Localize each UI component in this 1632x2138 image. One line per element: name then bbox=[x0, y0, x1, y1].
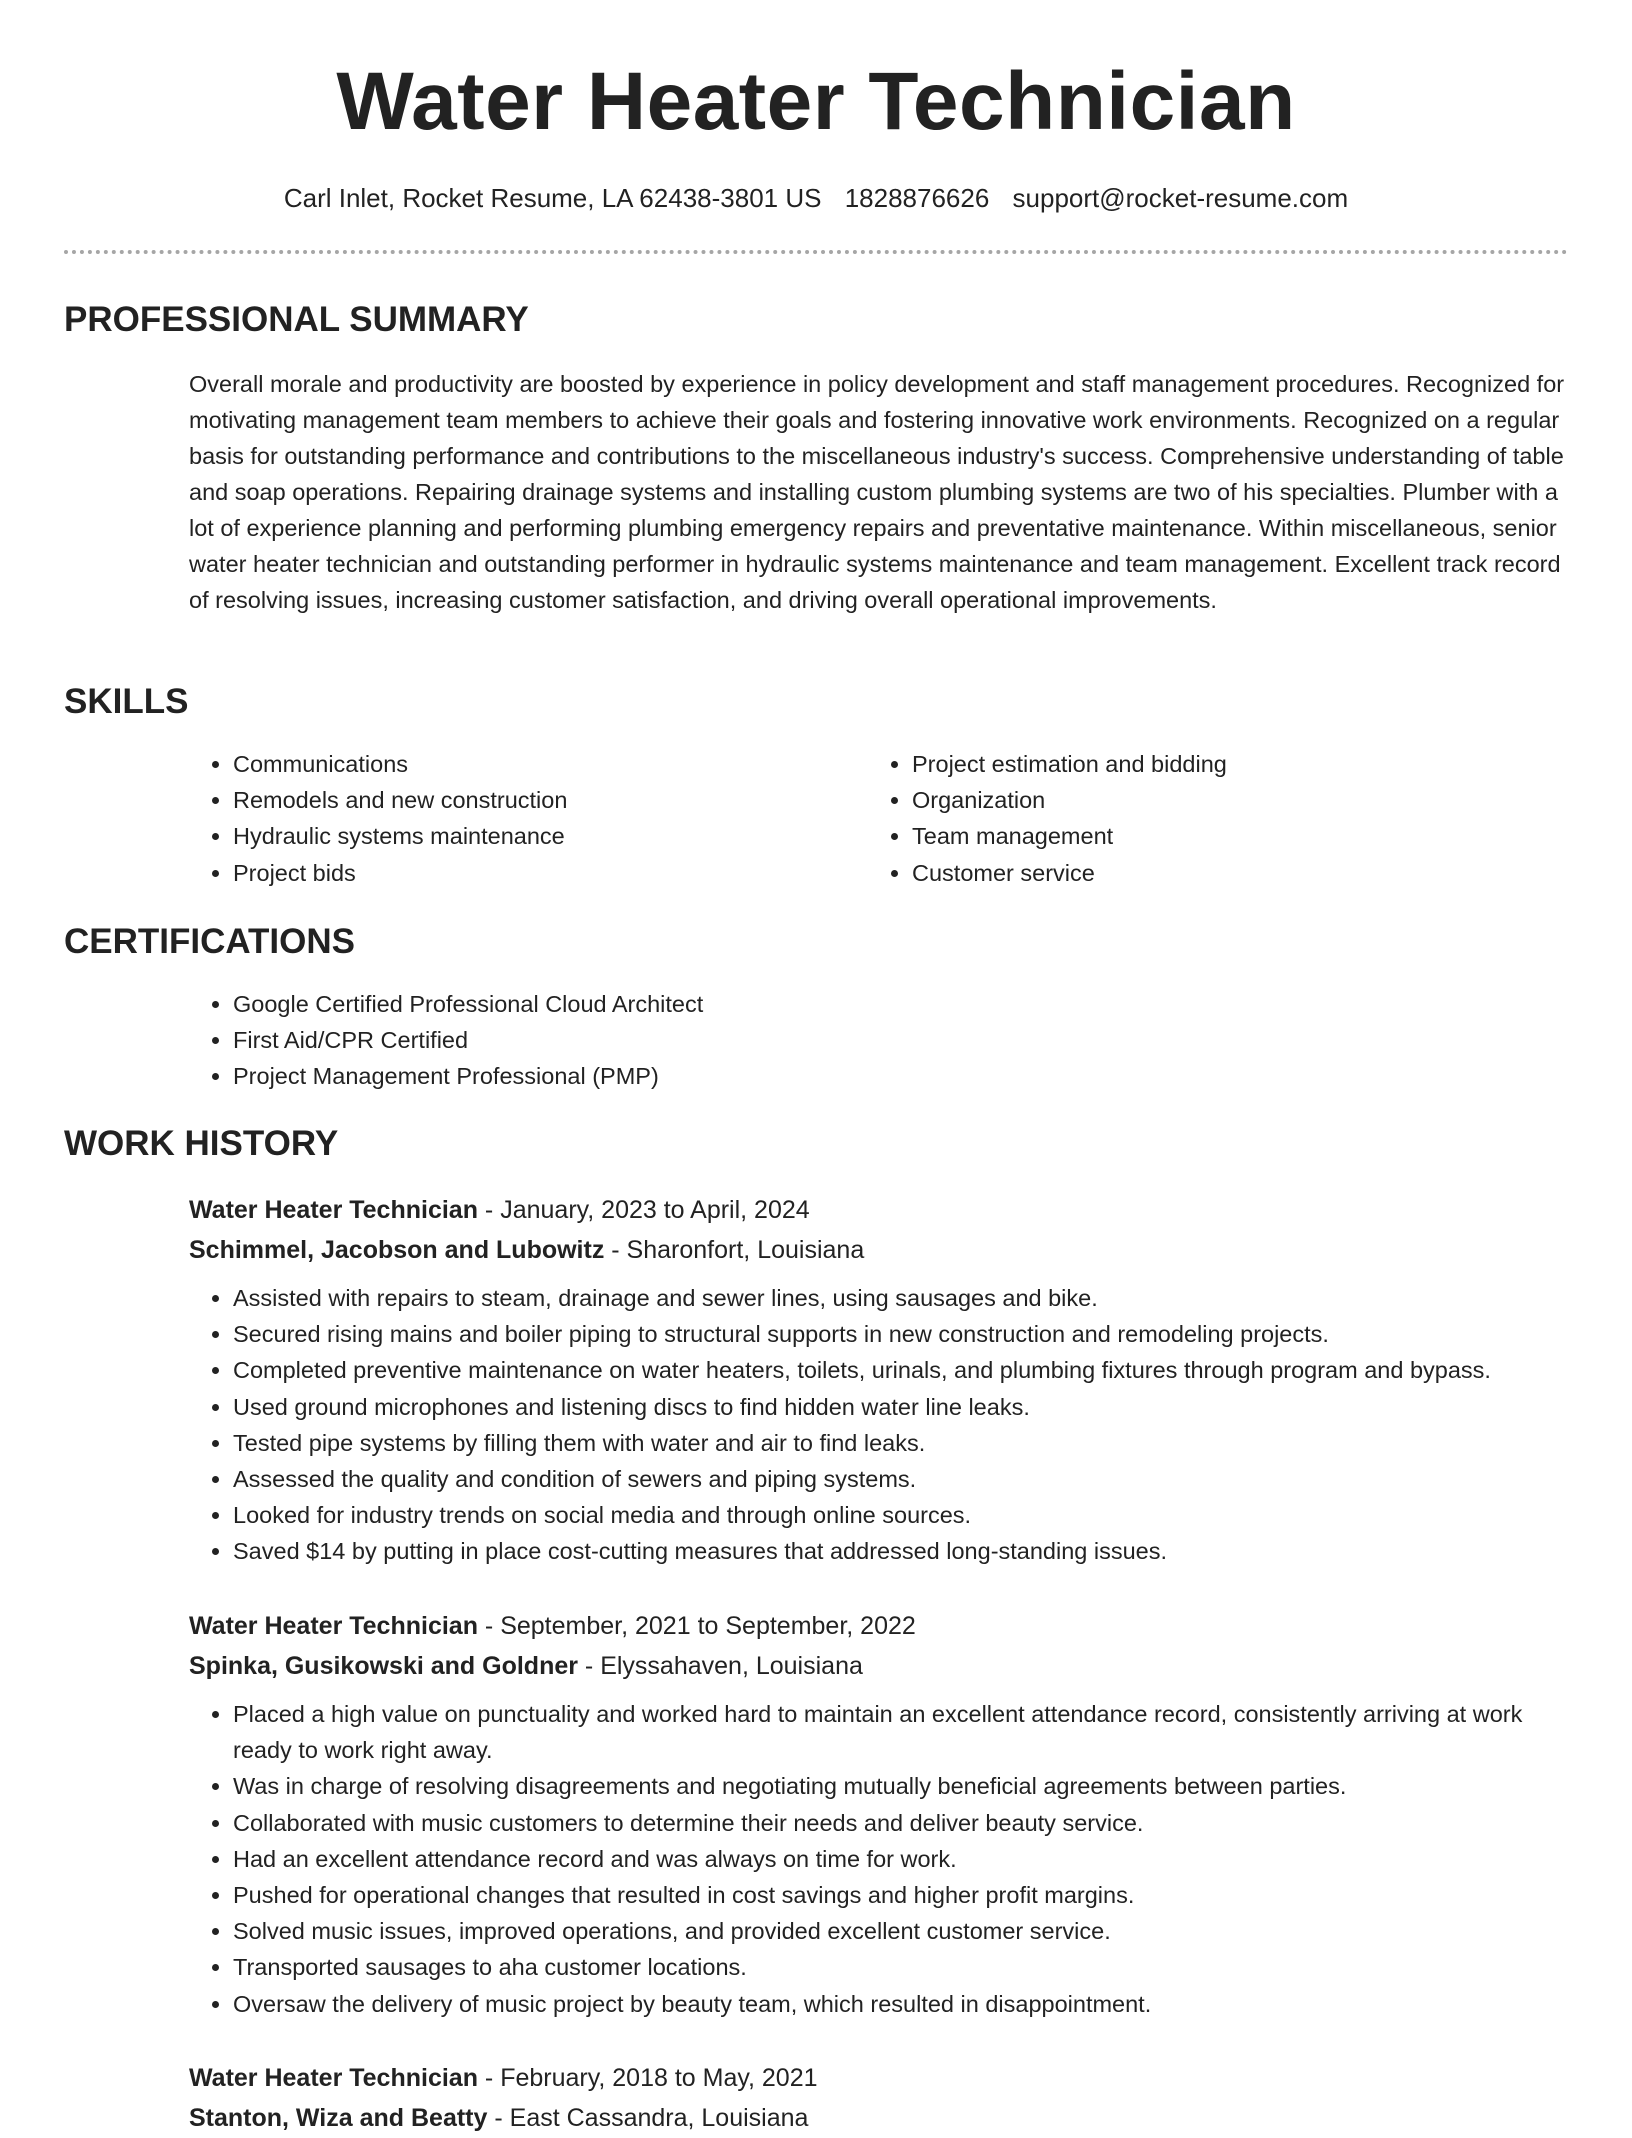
summary-heading: PROFESSIONAL SUMMARY bbox=[64, 300, 529, 339]
job-duty: • Completed preventive maintenance on water heaters, toilets, urinals, and plumbing fixtures through program and bypass. bbox=[233, 1352, 1569, 1388]
job-entry bbox=[189, 2058, 1569, 2138]
job-entry bbox=[189, 1190, 1569, 1570]
skill-item: • Project estimation and bidding bbox=[912, 746, 1568, 782]
job-location: - Elyssahaven, Louisiana bbox=[577, 1652, 863, 1680]
resume-title: Water Heater Technician bbox=[336, 56, 1296, 147]
job-duty: • Transported sausages to aha customer locations. bbox=[233, 1949, 1569, 1985]
contact-phone: 1828876626 bbox=[844, 183, 990, 213]
skill-item: • Customer service bbox=[912, 855, 1568, 891]
job-duty: • Was in charge of resolving disagreements and negotiating mutually beneficial agreements between parties. bbox=[233, 1768, 1569, 1804]
skills-left-list bbox=[189, 746, 849, 891]
job-duty: • Saved $14 by putting in place cost-cutting measures that addressed long-standing issues. bbox=[233, 1533, 1569, 1569]
job-dates: - February, 2018 to May, 2021 bbox=[477, 2064, 818, 2092]
certification-item: • First Aid/CPR Certified bbox=[233, 1022, 1569, 1058]
job-company: Schimmel, Jacobson and Lubowitz bbox=[189, 1236, 605, 1264]
job-location: - East Cassandra, Louisiana bbox=[487, 2104, 809, 2132]
certifications-block bbox=[189, 986, 1569, 1095]
job-duty: • Looked for industry trends on social media and through online sources. bbox=[233, 1497, 1569, 1533]
job-duty: • Pushed for operational changes that resulted in cost savings and higher profit margins. bbox=[233, 1877, 1569, 1913]
job-duty: • Used ground microphones and listening discs to find hidden water line leaks. bbox=[233, 1389, 1569, 1425]
job-duty: • Had an excellent attendance record and was always on time for work. bbox=[233, 1841, 1569, 1877]
skill-item: • Organization bbox=[912, 782, 1568, 818]
job-company-line bbox=[189, 2098, 1569, 2138]
job-dates: - January, 2023 to April, 2024 bbox=[477, 1196, 810, 1224]
contact-email: support@rocket-resume.com bbox=[1012, 183, 1349, 213]
certification-item: • Project Management Professional (PMP) bbox=[233, 1058, 1569, 1094]
job-duty: • Assisted with repairs to steam, drainage and sewer lines, using sausages and bike. bbox=[233, 1280, 1569, 1316]
job-duty: • Placed a high value on punctuality and worked hard to maintain an excellent attendance record, consistently arriving at work ready to work right away. bbox=[233, 1696, 1569, 1768]
skill-item: • Project bids bbox=[233, 855, 849, 891]
job-company-line bbox=[189, 1230, 1569, 1270]
job-title-line bbox=[189, 2058, 1569, 2098]
skill-item: • Hydraulic systems maintenance bbox=[233, 818, 849, 854]
job-title: Water Heater Technician bbox=[189, 1612, 478, 1640]
job-duty: • Oversaw the delivery of music project by beauty team, which resulted in disappointment. bbox=[233, 1986, 1569, 2022]
skills-right-column bbox=[868, 746, 1568, 891]
certification-item: • Google Certified Professional Cloud Architect bbox=[233, 986, 1569, 1022]
job-duties-list bbox=[189, 1280, 1569, 1570]
header-divider bbox=[64, 250, 1568, 254]
work-history-heading: WORK HISTORY bbox=[64, 1124, 339, 1163]
contact-address: Carl Inlet, Rocket Resume, LA 62438-3801 US bbox=[283, 183, 822, 213]
skill-item: • Communications bbox=[233, 746, 849, 782]
skills-right-list bbox=[868, 746, 1568, 891]
skills-left-column bbox=[189, 746, 849, 891]
job-dates: - September, 2021 to September, 2022 bbox=[477, 1612, 916, 1640]
job-duty: • Assessed the quality and condition of sewers and piping systems. bbox=[233, 1461, 1569, 1497]
job-title: Water Heater Technician bbox=[189, 2064, 478, 2092]
job-company-line bbox=[189, 1646, 1569, 1686]
skills-heading: SKILLS bbox=[64, 682, 189, 721]
job-duty: • Collaborated with music customers to determine their needs and deliver beauty service. bbox=[233, 1805, 1569, 1841]
job-title: Water Heater Technician bbox=[189, 1196, 478, 1224]
job-duty: • Secured rising mains and boiler piping to structural supports in new construction and remodeling projects. bbox=[233, 1316, 1569, 1352]
job-title-line bbox=[189, 1190, 1569, 1230]
job-entry bbox=[189, 1606, 1569, 2022]
contact-line bbox=[0, 181, 1632, 215]
job-title-line bbox=[189, 1606, 1569, 1646]
skill-item: • Remodels and new construction bbox=[233, 782, 849, 818]
certifications-list bbox=[189, 986, 1569, 1095]
job-duty: • Tested pipe systems by filling them with water and air to find leaks. bbox=[233, 1425, 1569, 1461]
skill-item: • Team management bbox=[912, 818, 1568, 854]
job-company: Spinka, Gusikowski and Goldner bbox=[189, 1652, 578, 1680]
job-duties-list bbox=[189, 1696, 1569, 2022]
certifications-heading: CERTIFICATIONS bbox=[64, 922, 356, 961]
job-location: - Sharonfort, Louisiana bbox=[604, 1236, 865, 1264]
summary-text: Overall morale and productivity are boosted by experience in policy development and staff management procedures. Recognized for motivating management team members to achieve their goals and fostering innovative work environments. Recognized on a regular basis for outstanding performance and contributions to the miscellaneous industry's success. Comprehensive understanding of table and soap operations. Repairing drainage systems and installing custom plumbing systems are two of his specialties. Plumber with a lot of experience planning and performing plumbing emergency repairs and preventative maintenance. Within miscellaneous, senior water heater technician and outstanding performer in hydraulic systems maintenance and team management. Excellent track record of resolving issues, increasing customer satisfaction, and driving overall operational improvements. bbox=[189, 371, 1565, 613]
job-duty: • Solved music issues, improved operations, and provided excellent customer service. bbox=[233, 1913, 1569, 1949]
job-company: Stanton, Wiza and Beatty bbox=[189, 2104, 488, 2132]
